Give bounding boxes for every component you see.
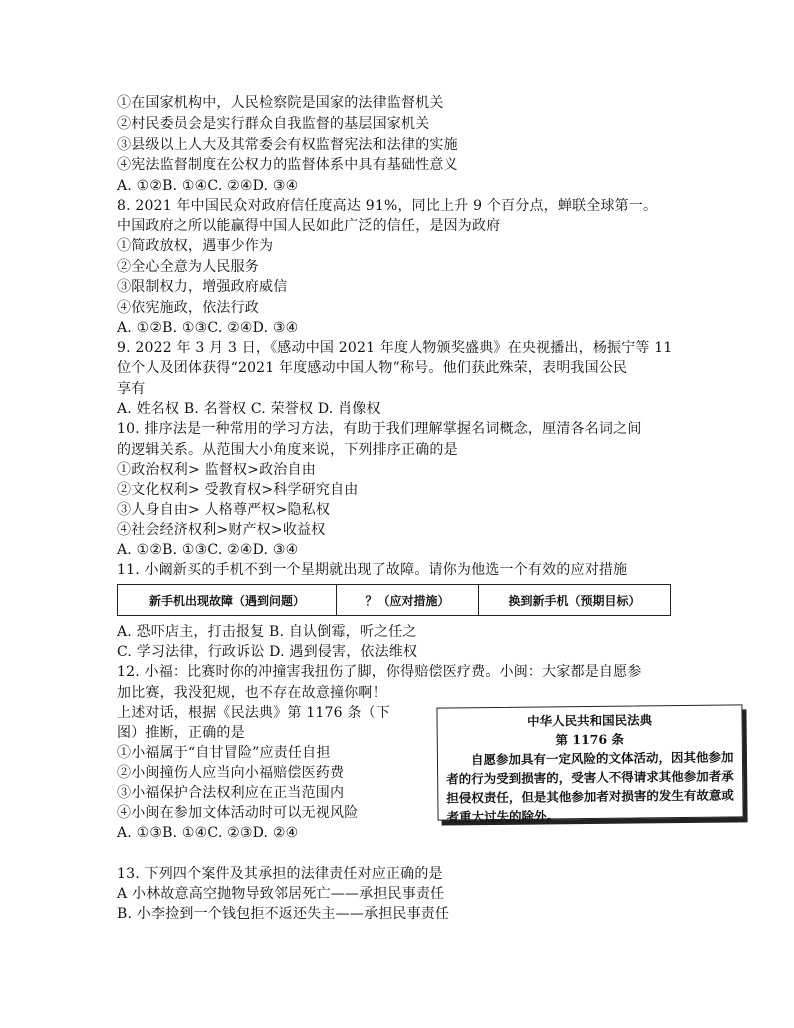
- text-line: ②文化权利> 受教育权>科学研究自由: [117, 482, 359, 498]
- question-13: 13. 下列四个案件及其承担的法律责任对应正确的是: [117, 866, 443, 882]
- text-line: ①小福属于“自甘冒险”应责任自担: [117, 745, 331, 761]
- text-line: ①在国家机构中，人民检察院是国家的法律监督机关: [117, 95, 444, 111]
- text-line: 位个人及团体获得“2021 年度感动中国人物”称号。他们获此殊荣，表明我国公民: [117, 360, 628, 376]
- text-line: A. ①②B. ①④C. ②④D. ③④: [117, 178, 299, 194]
- text-line: A. ①②B. ①③C. ②④D. ③④: [117, 542, 299, 558]
- question-10: 10. 排序法是一种常用的学习方法，有助于我们理解掌握名词概念，厘清各名词之间: [117, 421, 642, 437]
- text-line: A. ①③B. ①④C. ②③D. ②④: [117, 825, 299, 841]
- text-line: ①政治权利> 监督权>政治自由: [117, 462, 316, 478]
- law-title: 中华人民共和国民法典: [526, 712, 653, 729]
- text-line: ②小闽撞伤人应当向小福赔偿医药费: [117, 765, 345, 781]
- question-12: 12. 小福：比赛时你的冲撞害我扭伤了脚，你得赔偿医疗费。小闽：大家都是自愿参: [117, 664, 642, 680]
- question-11: 11. 小阚新买的手机不到一个星期就出现了故障。请你为他选一个有效的应对措施: [117, 562, 628, 578]
- text-line: A. 姓名权 B. 名誉权 C. 荣誉权 D. 肖像权: [117, 401, 381, 417]
- text-line: ③小福保护合法权利应在正当范围内: [117, 785, 345, 801]
- text-line: B. 小李捡到一个钱包拒不返还失主——承担民事责任: [117, 906, 450, 922]
- text-line: C. 学习法律，行政诉讼 D. 遇到侵害，依法维权: [117, 644, 418, 660]
- law-article-number: 第 1176 条: [555, 731, 625, 748]
- text-line: 加比赛，我没犯规，也不存在故意撞你啊！: [117, 685, 387, 701]
- text-line: ①简政放权，遇事少作为: [117, 238, 274, 254]
- text-line: ④宪法监督制度在公权力的监督体系中具有基础性意义: [117, 157, 458, 173]
- text-line: ④依宪施政，依法行政: [117, 300, 259, 316]
- text-line: A 小林故意高空抛物导致邻居死亡——承担民事责任: [117, 886, 445, 902]
- text-line: A. ①②B. ①③C. ②④D. ③④: [117, 320, 299, 336]
- text-line: ②村民委员会是实行群众自我监督的基层国家机关: [117, 116, 430, 132]
- flow-problem-cell: 新手机出现故障（遇到问题）: [118, 585, 337, 615]
- text-line: ④社会经济权利>财产权>收益权: [117, 522, 326, 538]
- text-line: ④小闽在参加文体活动时可以无视风险: [117, 805, 359, 821]
- text-line: ③人身自由> 人格尊严权>隐私权: [117, 502, 331, 518]
- text-line: 上述对话，根据《民法典》第 1176 条（下: [117, 705, 390, 721]
- question-8: 8. 2021 年中国民众对政府信任度高达 91%，同比上升 9 个百分点，蝉联全球第一。: [117, 198, 658, 214]
- civil-code-article-box: [436, 704, 743, 825]
- flow-goal-cell: 换到新手机（预期目标）: [508, 593, 641, 608]
- law-article-body: 自愿参加具有一定风险的文体活动，因其他参加者的行为受到损害的，受害人不得请求其他参加者承担侵权责任，但是其他参加者对损害的发生有故意或者重大过失的除外。: [446, 749, 734, 825]
- flow-table: [117, 584, 671, 616]
- flow-measure-cell: ？（应对措施）: [337, 585, 479, 615]
- text-line: 享有: [117, 381, 146, 397]
- text-line: ②全心全意为人民服务: [117, 259, 259, 275]
- text-line: ③限制权力，增强政府威信: [117, 279, 288, 295]
- text-line: 图）推断，正确的是: [117, 725, 245, 741]
- text-line: 中国政府之所以能赢得中国人民如此广泛的信任，是因为政府: [117, 218, 501, 234]
- question-9: 9. 2022 年 3 月 3 日，《感动中国 2021 年度人物颁奖盛典》在央视播出，杨振宁等 11: [117, 340, 673, 356]
- text-line: 的逻辑关系。从范围大小角度来说，下列排序正确的是: [117, 442, 458, 458]
- text-line: A. 恐吓店主，打击报复 B. 自认倒霉，听之任之: [117, 624, 417, 640]
- text-line: ③县级以上人大及其常委会有权监督宪法和法律的实施: [117, 137, 458, 153]
